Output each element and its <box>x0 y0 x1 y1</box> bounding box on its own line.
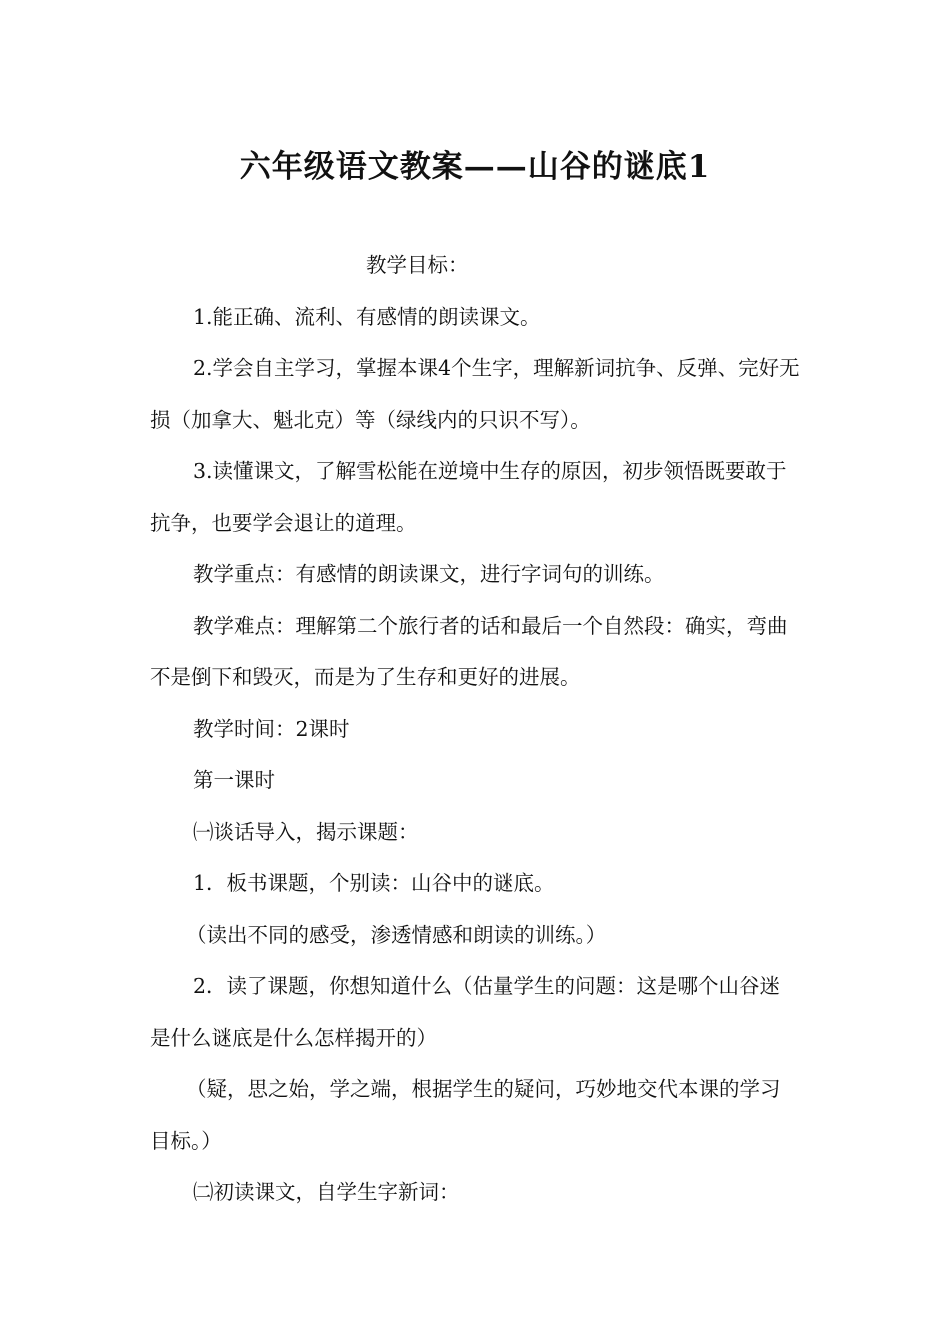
objective-item-2: 2.学会自主学习，掌握本课4个生字，理解新词抗争、反弹、完好无损（加拿大、魁北克）等（绿线内的只识不写）。 <box>150 356 800 432</box>
step-heading-2: ㈡初读课文，自学生字新词： <box>193 1180 460 1204</box>
document-title: 六年级语文教案——山谷的谜底1 <box>239 148 711 185</box>
objective-item-3: 3.读懂课文，了解雪松能在逆境中生存的原因，初步领悟既要敢于抗争，也要学会退让的道理。 <box>150 459 787 535</box>
document-body <box>150 240 800 1219</box>
step-heading-1: ㈠谈话导入，揭示课题： <box>193 819 419 844</box>
step-note-2: （疑，思之始，学之端，根据学生的疑问，巧妙地交代本课的学习目标。） <box>150 1077 781 1153</box>
step-item-1: 1．板书课题，个别读：山谷中的谜底。 <box>193 871 555 895</box>
teaching-focus: 教学重点：有感情的朗读课文，进行字词句的训练。 <box>193 562 665 586</box>
step-note-1: （读出不同的感受，渗透情感和朗读的训练。） <box>186 922 607 947</box>
teaching-time: 教学时间：2课时 <box>193 716 350 741</box>
objective-item-1: 1.能正确、流利、有感情的朗读课文。 <box>193 304 541 329</box>
lesson-heading-first: 第一课时 <box>193 768 275 792</box>
teaching-difficulty: 教学难点：理解第二个旅行者的话和最后一个自然段：确实，弯曲不是倒下和毁灭，而是为了生存和更好的进展。 <box>150 613 788 689</box>
section-heading-objectives: 教学目标： <box>366 253 469 277</box>
step-item-2: 2．读了课题，你想知道什么（估量学生的问题：这是哪个山谷迷是什么谜底是什么怎样揭开的） <box>150 974 781 1050</box>
